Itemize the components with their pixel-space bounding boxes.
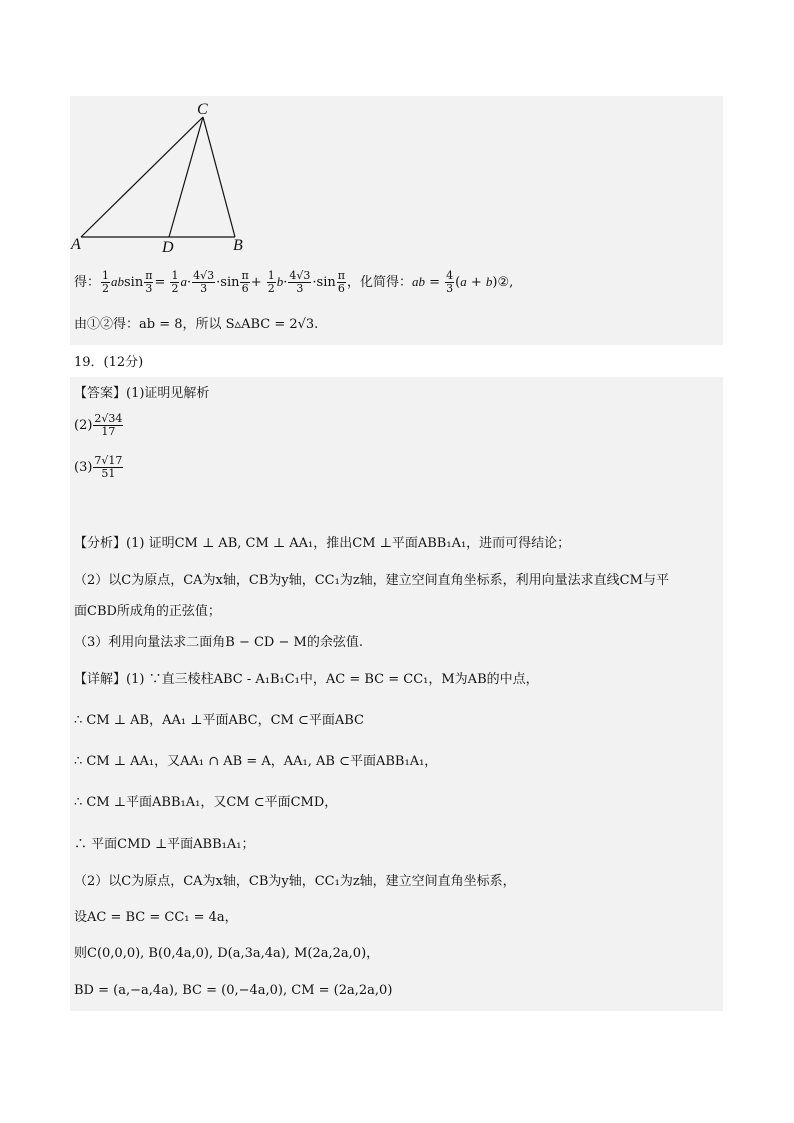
vertex-label-c: C: [197, 101, 208, 118]
detail-line-1: [74, 671, 539, 689]
analysis-line-1: [74, 535, 570, 553]
detail-line-9: BD = (a,−a,4a), BC = (0,−4a,0), CM = (2a,2a,0): [74, 983, 393, 998]
analysis-title: 【分析】: [74, 536, 127, 551]
edge-cb: [203, 117, 235, 237]
solution-prefix: 得：: [74, 275, 101, 290]
answer-part-2-numerator: 2√34: [94, 412, 123, 425]
analysis-text-1: (1) 证明CM ⊥ AB, CM ⊥ AA₁，推出CM ⊥平面ABB₁A₁，进而可得结论；: [126, 536, 571, 551]
analysis-line-4: （3）利用向量法求二面角B − CD − M的余弦值.: [74, 635, 363, 650]
answer-line-2: [74, 413, 124, 438]
detail-title: 【详解】: [74, 672, 127, 687]
edge-ca: [81, 117, 203, 237]
answer-line-3: [74, 455, 124, 480]
solution-mid-text: ，化简得：: [346, 275, 412, 290]
detail-line-3: ∴ CM ⊥ AA₁，又AA₁ ∩ AB = A，AA₁, AB ⊂平面ABB₁A₁，: [74, 754, 438, 769]
detail-line-4: ∴ CM ⊥平面ABB₁A₁，又CM ⊂平面CMD，: [74, 795, 338, 810]
answer-title: 【答案】: [74, 386, 127, 401]
triangle-figure: [68, 96, 328, 266]
answer-part-2-label: (2): [74, 418, 93, 433]
question-19-label: 19．(12分): [74, 355, 144, 370]
vertex-label-d: D: [162, 239, 174, 256]
detail-line-8: 则C(0,0,0), B(0,4a,0), D(a,3a,4a), M(2a,2a,0)，: [74, 946, 380, 961]
detail-line-7: 设AC = BC = CC₁ = 4a，: [74, 910, 238, 925]
answer-part-1: (1)证明见解析: [126, 386, 210, 401]
analysis-line-2: （2）以C为原点，CA为x轴，CB为y轴，CC₁为z轴，建立空间直角坐标系，利用向量法求直线CM与平: [74, 573, 669, 588]
detail-line-2: ∴ CM ⊥ AB，AA₁ ⊥平面ABC，CM ⊂平面ABC: [74, 713, 364, 728]
edge-cd: [169, 117, 203, 237]
vertex-label-a: A: [71, 236, 81, 253]
answer-part-3-label: (3): [74, 460, 93, 475]
detail-text-1: (1) ∵直三棱柱ABC - A₁B₁C₁中，AC = BC = CC₁，M为AB的中点，: [126, 672, 539, 687]
analysis-line-3: 面CBD所成角的正弦值；: [74, 604, 221, 619]
detail-line-5: ∴ 平面CMD ⊥平面ABB₁A₁；: [74, 837, 255, 852]
answer-part-2-denominator: 17: [101, 425, 116, 438]
answer-line-1: [74, 385, 209, 403]
vertex-label-b: B: [233, 237, 243, 254]
solution-line-2: 由①②得：ab = 8，所以 S▵ABC = 2√3.: [74, 317, 319, 332]
detail-line-6: （2）以C为原点，CA为x轴，CB为y轴，CC₁为z轴，建立空间直角坐标系，: [74, 874, 516, 889]
solution-line-1: 得： $\frac{1}{2}$ absin $\frac{\pi}{3}$ = $\frac{1}{2}$ a· $\frac{4√3}{3}$ ·sin $\frac{\pi}{6}$ + $\frac{1}{2}$ b· $\frac{4√3}{3}$ ·sin $\frac{\pi}{6}$ ，化简得：ab = $\frac{4}{3}$ (a + b)②,: [74, 269, 514, 295]
answer-part-3-denominator: 51: [101, 467, 116, 480]
answer-part-3-numerator: 7√17: [94, 454, 123, 467]
